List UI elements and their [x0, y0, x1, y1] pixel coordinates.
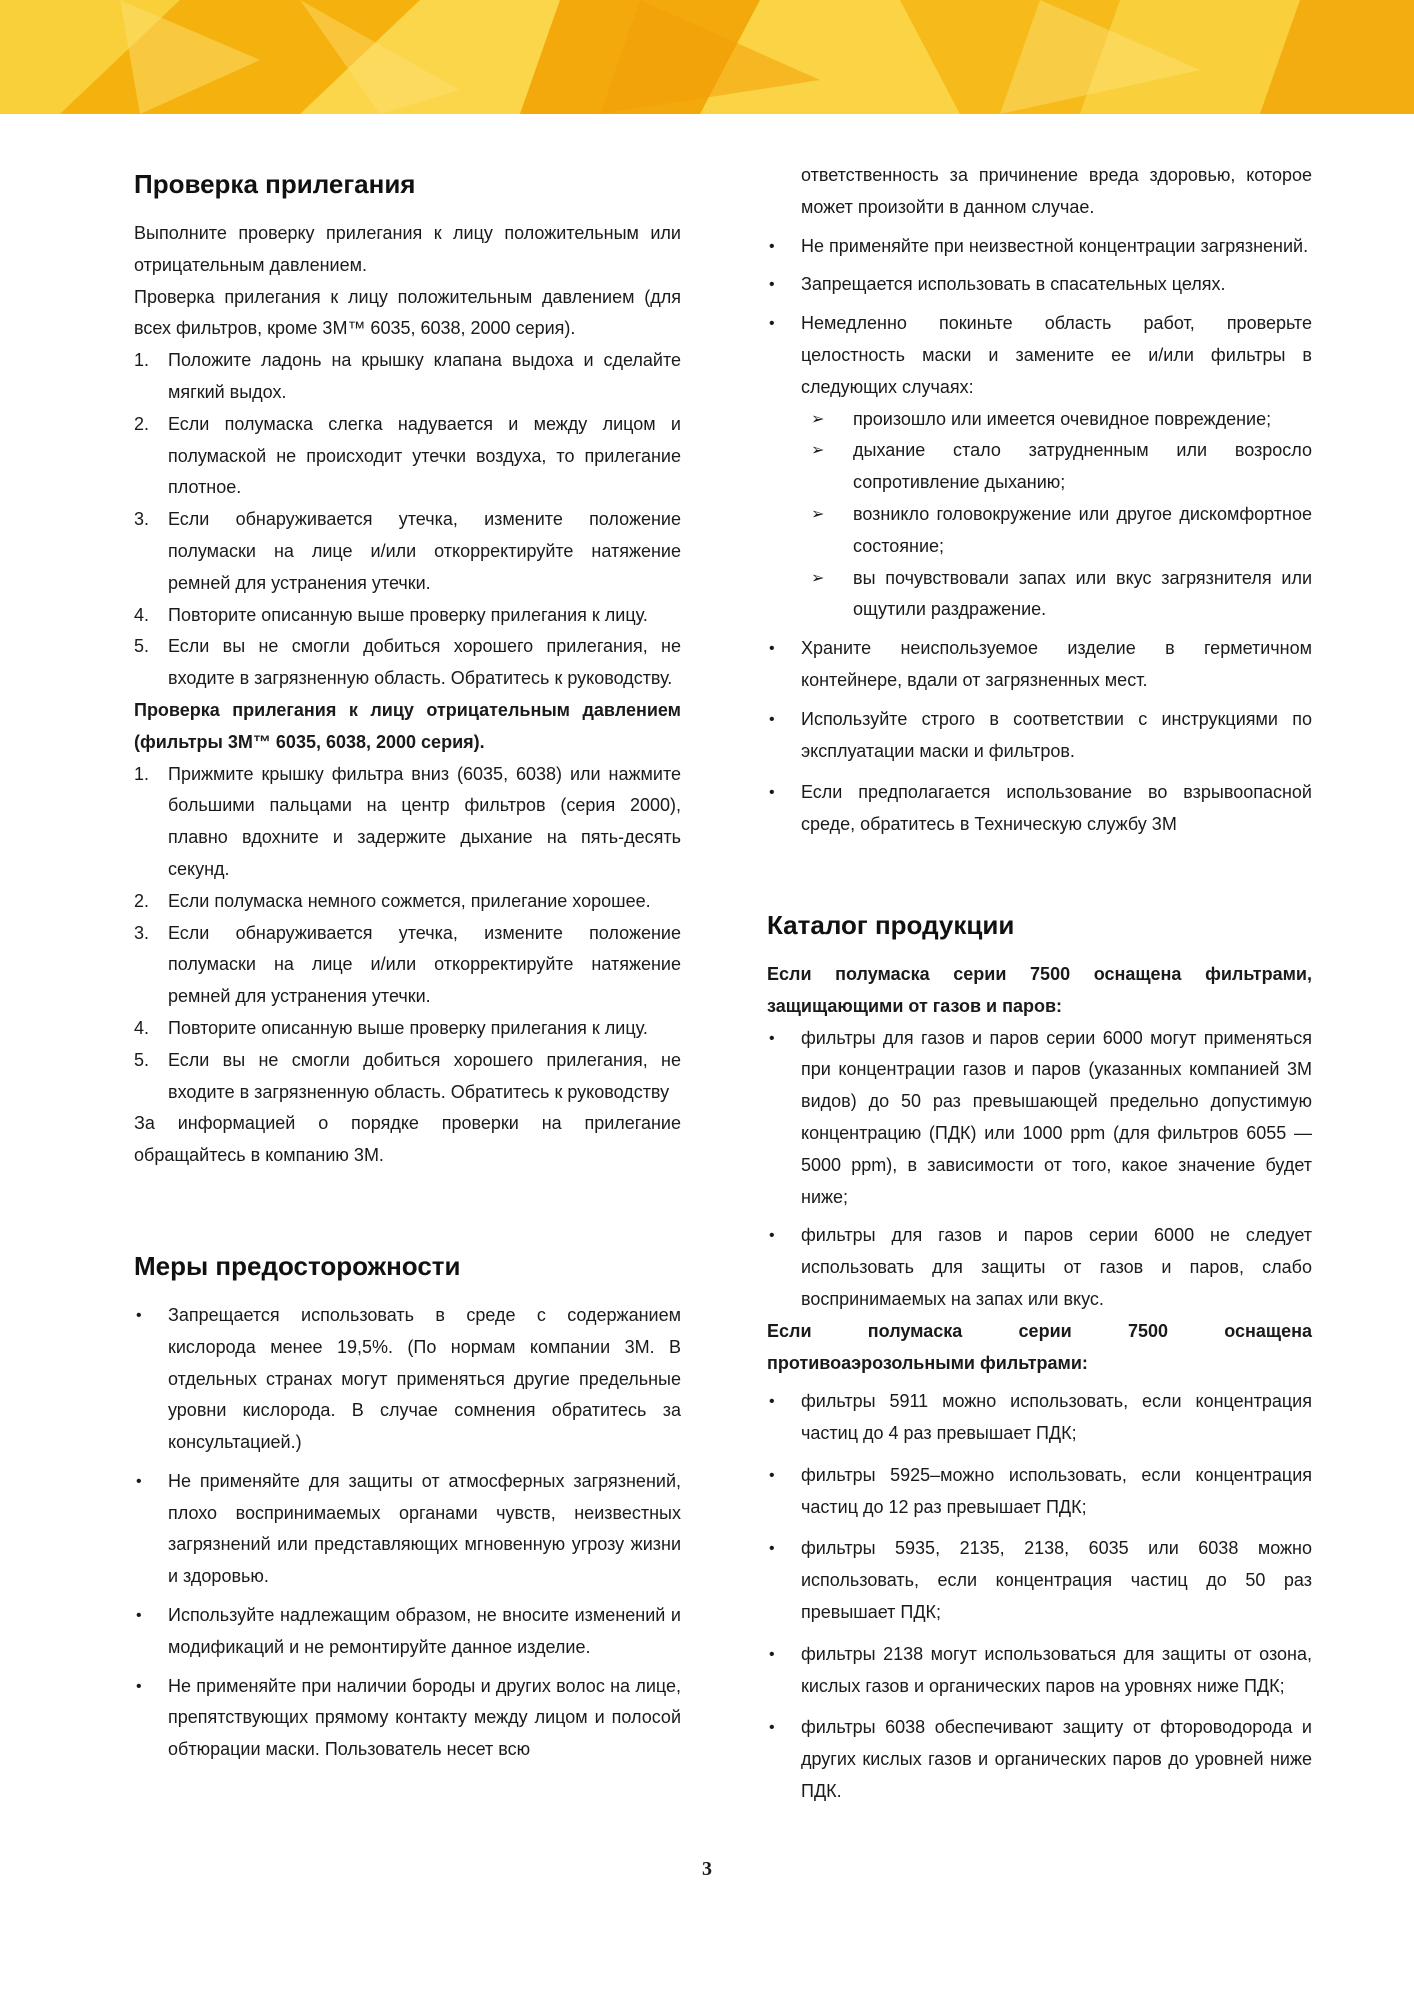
- list-item: 1. Положите ладонь на крышку клапана выдоха и сделайте мягкий выдох.: [134, 350, 681, 402]
- list-item: • Немедленно покиньте область работ, проверьте целостность маски и замените ее и/или фильтры в следующих случаях:: [769, 313, 1312, 397]
- list-subitem: ➢ произошло или имеется очевидное повреждение;: [811, 408, 1272, 429]
- list-item: • Если предполагается использование во взрывоопасной среде, обратитесь в Техническую службу 3M: [769, 782, 1312, 835]
- list-item: 2. Если полумаска немного сожмется, прилегание хорошее.: [134, 890, 651, 911]
- list-item: • фильтры 2138 могут использоваться для защиты от озона, кислых газов и органических паров на уровнях ниже ПДК;: [769, 1643, 1312, 1696]
- list-item: • фильтры 5935, 2135, 2138, 6035 или 6038 можно использовать, если концентрация частиц до 50 раз превышает ПДК;: [769, 1538, 1312, 1623]
- header-banner: [0, 0, 1414, 114]
- list-item: • Не применяйте при наличии бороды и других волос на лице, препятствующих прямому контакту между лицом и полосой обтюрации маски. Пользователь несет всю: [136, 1675, 681, 1760]
- gas-filters-title: Если полумаска серии 7500 оснащена фильтрами, защищающими от газов и паров:: [767, 963, 1312, 1016]
- right-column: [767, 160, 1312, 1808]
- list-item: 5. Если вы не смогли добиться хорошего прилегания, не входите в загрязненную область. Обратитесь к руководству: [134, 1049, 681, 1102]
- list-item: • фильтры для газов и паров серии 6000 могут применяться при концентрации газов и паров (указанных компанией 3M видов) до 50 раз превышающей предельно допустимую концентрацию (ПДК) или 1000 ppm (для фильтров 6055 — 5000 ppm), в зависимости от того, какое значение будет ниже;: [769, 1027, 1312, 1207]
- precautions-list: [134, 1300, 681, 1766]
- list-item: 3. Если обнаруживается утечка, измените положение полумаски на лице и/или откорректируйте натяжение ремней для устранения утечки.: [134, 922, 681, 1007]
- list-item: • Запрещается использовать в спасательных целях.: [769, 274, 1226, 295]
- list-item: • фильтры 5925–можно использовать, если концентрация частиц до 12 раз превышает ПДК;: [769, 1464, 1312, 1517]
- list-item: • Используйте строго в соответствии с инструкциями по эксплуатации маски и фильтров.: [769, 708, 1312, 761]
- list-item: 3. Если обнаруживается утечка, измените положение полумаски на лице и/или откорректируйте натяжение ремней для устранения утечки.: [134, 509, 681, 593]
- aerosol-filters-list: [767, 1379, 1312, 1808]
- fit-check-intro: Выполните проверку прилегания к лицу положительным или отрицательным давлением.: [134, 223, 681, 275]
- precaution-continued: ответственность за причинение вреда здоровью, которое может произойти в данном случае.: [801, 165, 1312, 217]
- list-item: 4. Повторите описанную выше проверку прилегания к лицу.: [134, 604, 648, 625]
- list-subitem: ➢ дыхание стало затрудненным или возросло сопротивление дыханию;: [811, 440, 1312, 493]
- list-item: • Используйте надлежащим образом, не вносите изменений и модификаций и не ремонтируйте данное изделие.: [136, 1605, 681, 1657]
- list-item: 2. Если полумаска слегка надувается и между лицом и полумаской не происходит утечки воздуха, то прилегание плотное.: [134, 413, 681, 498]
- list-item: 5. Если вы не смогли добиться хорошего прилегания, не входите в загрязненную область. Обратитесь к руководству.: [134, 636, 681, 689]
- list-subitem: ➢ возникло головокружение или другое дискомфортное состояние;: [811, 503, 1312, 556]
- list-item: 1. Прижмите крышку фильтра вниз (6035, 6038) или нажмите большими пальцами на центр фильтров (серия 2000), плавно вдохните и задержите дыхание на пять-десять секунд.: [134, 763, 681, 879]
- list-item: • Не применяйте при неизвестной концентрации загрязнений.: [769, 235, 1309, 256]
- gas-filters-list: [767, 1023, 1312, 1316]
- section-title-fit-check: Проверка прилегания: [134, 169, 416, 199]
- fit-check-outro: За информацией о порядке проверки на прилегание обращайтесь в компанию 3M.: [134, 1113, 681, 1166]
- list-item: • Храните неиспользуемое изделие в герметичном контейнере, вдали от загрязненных мест.: [769, 638, 1312, 690]
- list-item: • фильтры 5911 можно использовать, если концентрация частиц до 4 раз превышает ПДК;: [769, 1391, 1312, 1444]
- section-title-catalog: Каталог продукции: [767, 909, 1015, 940]
- negative-check-list: [134, 759, 681, 1109]
- list-item: 4. Повторите описанную выше проверку прилегания к лицу.: [134, 1017, 648, 1038]
- banner-graphic: [0, 0, 1414, 114]
- list-subitem: ➢ вы почувствовали запах или вкус загрязнителя или ощутили раздражение.: [811, 567, 1312, 620]
- positive-check-intro: Проверка прилегания к лицу положительным давлением (для всех фильтров, кроме 3M™ 6035, 6038, 2000 серия).: [134, 286, 681, 339]
- negative-check-title: Проверка прилегания к лицу отрицательным давлением (фильтры 3M™ 6035, 6038, 2000 серия).: [134, 699, 681, 752]
- precautions-list-continued: [767, 224, 1312, 841]
- left-column: [134, 168, 681, 1766]
- list-item: • фильтры 6038 обеспечивают защиту от фтороводорода и других кислых газов и органических паров до уровней ниже ПДК.: [769, 1717, 1312, 1802]
- positive-check-list: [134, 345, 681, 695]
- list-item: • фильтры для газов и паров серии 6000 не следует использовать для защиты от газов и паров, слабо воспринимаемых на запах или вкус.: [769, 1225, 1312, 1309]
- page-number: 3: [702, 1858, 712, 1880]
- list-item: • Запрещается использовать в среде с содержанием кислорода менее 19,5%. (По нормам компании 3M. В отдельных странах могут применяться другие предельные уровни кислорода. В случае сомнения обратитесь за консультацией.): [136, 1304, 681, 1453]
- section-title-precautions: Меры предосторожности: [134, 1250, 461, 1281]
- list-item: • Не применяйте для защиты от атмосферных загрязнений, плохо воспринимаемых органами чувств, неизвестных загрязнений или представляющих мгновенную угрозу жизни и здоровью.: [136, 1470, 681, 1587]
- aerosol-filters-title: Если полумаска серии 7500 оснащена противоаэрозольными фильтрами:: [767, 1320, 1312, 1373]
